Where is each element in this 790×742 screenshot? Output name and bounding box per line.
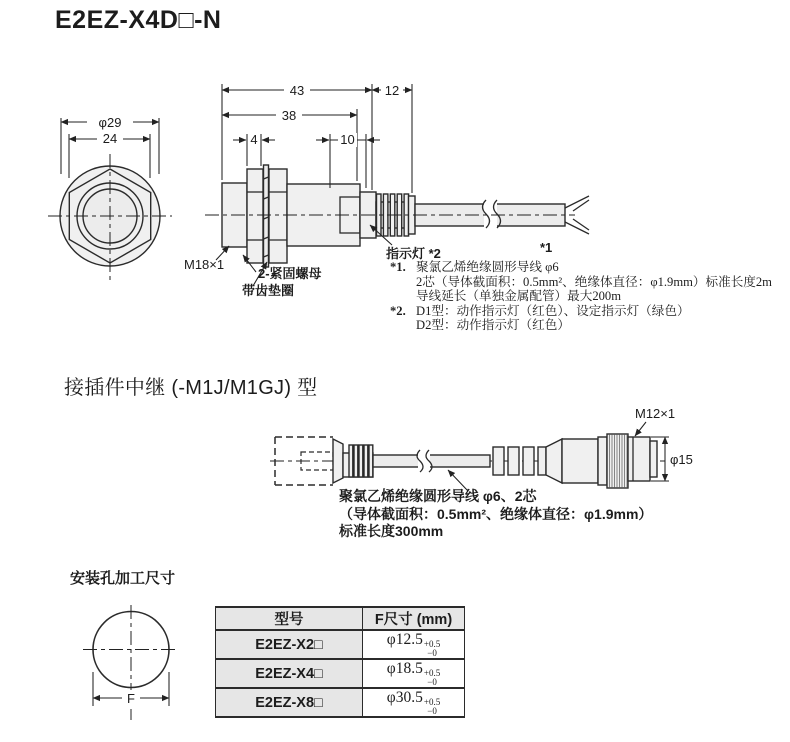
dim-phi15: φ15 (670, 452, 693, 467)
cable-note-line3: 标准长度300mm (339, 523, 444, 539)
clamp-nuts-label: 2-紧固螺母 (258, 266, 322, 281)
front-view (48, 154, 172, 280)
f-value: φ30.5 (386, 689, 423, 706)
connector-cable-note (339, 488, 652, 541)
tolerance-plus: +0.5 (423, 639, 441, 649)
f-value-cell (363, 659, 465, 688)
tolerance-minus: −0 (427, 677, 437, 687)
tolerance-minus: −0 (427, 706, 437, 716)
tolerance-minus: −0 (427, 648, 437, 658)
table-row (216, 630, 465, 659)
dim-24: 24 (102, 131, 118, 146)
footnote-1-line1: 聚氯乙烯绝缘圆形导线 φ6 (416, 260, 559, 274)
m12-thread-label: M12×1 (635, 406, 676, 421)
footnotes (390, 260, 772, 333)
dim-f: F (127, 691, 135, 706)
footnote-1-marker: *1. (390, 260, 406, 274)
connector-section-heading: 接插件中继 (-M1J/M1GJ) 型 (64, 377, 318, 399)
dim-43: 43 (289, 83, 305, 98)
f-value: φ18.5 (386, 660, 423, 677)
footnote-2 (390, 304, 772, 333)
cable-note-line1: 聚氯乙烯绝缘圆形导线 φ6、2芯 (339, 488, 537, 504)
f-value-cell (363, 630, 465, 659)
mounting-section-heading: 安装孔加工尺寸 (70, 570, 176, 587)
cable-footnote-ref: *1 (540, 240, 553, 255)
table-row (216, 688, 465, 717)
table-header-row (216, 607, 465, 630)
footnote-1-line3: 导线延长（单独金属配管）最大200m (416, 289, 621, 304)
cable-note-line2: （导体截面积：0.5mm²、绝缘体直径：φ1.9mm） (339, 505, 653, 522)
dim-12: 12 (384, 83, 400, 98)
dim-38: 38 (281, 108, 297, 123)
connector-cable-assembly (270, 434, 665, 488)
mounting-hole-drawing (60, 588, 210, 738)
f-value: φ12.5 (386, 631, 423, 648)
m12-thread (628, 437, 650, 481)
f-value-cell (363, 688, 465, 717)
dim-phi29: φ29 (98, 115, 122, 130)
footnote-2-marker: *2. (390, 303, 406, 318)
connector-drawing (265, 398, 705, 500)
col-header-model: 型号 (216, 607, 363, 630)
washer-label: 带齿垫圈 (242, 283, 295, 298)
dim-10: 10 (340, 132, 355, 147)
footnote-2-line2: D2型：动作指示灯（红色） (416, 318, 570, 333)
model-cell: E2EZ-X4□ (216, 659, 363, 688)
col-header-f: F尺寸 (mm) (363, 607, 465, 630)
model-cell: E2EZ-X8□ (216, 688, 363, 717)
tolerance-plus: +0.5 (423, 697, 441, 707)
footnote-1-line2: 2芯（导体截面积：0.5mm²、绝缘体直径：φ1.9mm）标准长度2m (416, 274, 772, 289)
dim-4: 4 (250, 132, 258, 147)
footnote-1 (390, 260, 772, 304)
model-cell: E2EZ-X2□ (216, 630, 363, 659)
mounting-hole-table (215, 606, 465, 718)
mounting-hole (83, 605, 179, 720)
table-row (216, 659, 465, 688)
toothed-washer (264, 165, 269, 267)
page-title: E2EZ-X4D□-N (55, 6, 222, 34)
indicator-label: 指示灯 *2 (386, 246, 441, 261)
thread-label: M18×1 (184, 257, 225, 272)
footnote-2-line1: D1型：动作指示灯（红色）、设定指示灯（绿色） (416, 303, 690, 318)
tolerance-plus: +0.5 (423, 668, 441, 678)
